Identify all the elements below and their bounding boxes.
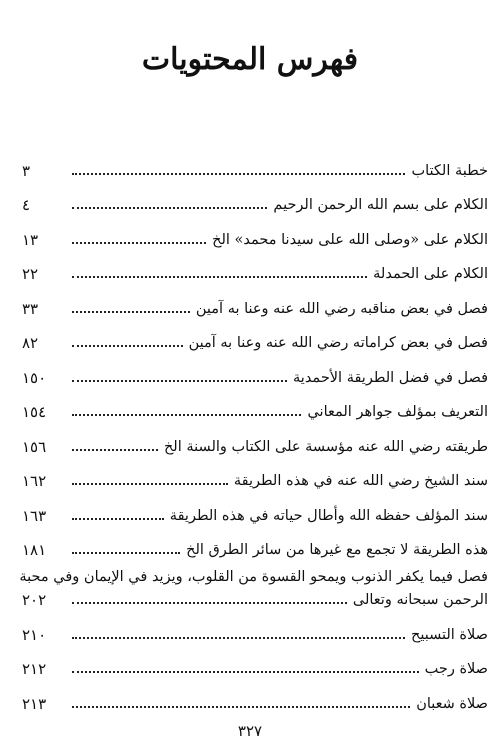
toc-leader-dots	[72, 482, 228, 485]
toc-leader-dots	[72, 551, 180, 554]
toc-entry	[22, 214, 488, 249]
toc-entry	[22, 456, 488, 491]
toc-leader-dots	[72, 172, 405, 175]
page-number: ٣٢٧	[237, 722, 263, 740]
toc-entry-title: الكلام على الحمدلة	[373, 266, 488, 282]
toc-entry-title: طريقته رضي الله عنه مؤسسة على الكتاب والسنة الخ	[163, 438, 488, 455]
toc-leader-dots	[72, 379, 287, 382]
toc-entry-page: ١٦٢	[22, 472, 47, 490]
toc-entry-title: صلاة شعبان	[416, 695, 488, 712]
toc-entry	[22, 525, 488, 560]
toc-leader-dots	[72, 636, 405, 639]
toc-entry-title-line2: الرحمن سبحانه وتعالى	[352, 592, 488, 608]
toc-entry	[22, 678, 488, 713]
toc-entry-title: فصل في بعض كراماته رضي الله عنه وعنا به آمين	[188, 335, 488, 351]
toc-leader-dots	[72, 517, 164, 520]
toc-entry	[22, 352, 488, 387]
toc-entry-title: فصل في بعض مناقبه رضي الله عنه وعنا به آمين	[195, 300, 488, 317]
toc-entry	[22, 180, 488, 215]
toc-entry-page: ٣	[22, 161, 31, 180]
toc-entry-page: ٢٠٢	[22, 591, 47, 609]
toc-entry-page: ١٥٤	[22, 403, 47, 421]
toc-entry-title: خطبة الكتاب	[411, 162, 488, 179]
toc-entry-page: ٤	[22, 196, 31, 214]
toc-entry	[22, 318, 488, 353]
toc-leader-dots	[72, 206, 267, 209]
toc-leader-dots	[72, 413, 301, 416]
toc-entry-title: الكلام على بسم الله الرحمن الرحيم	[273, 197, 488, 213]
toc-leader-dots	[72, 241, 206, 244]
toc-entry-title: الكلام على «وصلى الله على سيدنا محمد» الخ	[212, 231, 488, 248]
toc-leader-dots	[72, 275, 367, 278]
toc-leader-dots	[72, 705, 410, 708]
toc-entry-page: ١٥٠	[22, 368, 47, 387]
toc-entry-page: ١٨١	[22, 541, 47, 559]
toc-entry-title: سند الشيخ رضي الله عنه في هذه الطريقة	[233, 473, 488, 489]
toc-entry-multiline	[19, 559, 488, 609]
toc-entry	[22, 145, 488, 180]
toc-entry-line2-row	[22, 587, 488, 609]
toc-entry-page: ١٥٦	[22, 437, 47, 456]
toc-entry-page: ٨٢	[22, 334, 39, 352]
toc-entry-page: ٢١٠	[22, 625, 47, 644]
toc-entry	[22, 490, 488, 525]
toc-entry-title: صلاة رجب	[424, 661, 488, 677]
toc-entry-title: فصل في فضل الطريقة الأحمدية	[293, 369, 488, 386]
toc-entry	[22, 644, 488, 679]
toc-entry-page: ٣٣	[22, 299, 39, 318]
toc-entry	[22, 249, 488, 284]
toc-entry	[22, 283, 488, 318]
toc-entry	[22, 609, 488, 644]
toc-entry-title: صلاة التسبيح	[410, 626, 488, 643]
toc-entry-title: سند المؤلف حفظه الله وأطال حياته في هذه الطريقة	[169, 507, 488, 524]
toc-entry-title: هذه الطريقة لا تجمع مع غيرها من سائر الطرق الخ	[186, 542, 488, 558]
toc-entry-title-line1: فصل فيما يكفر الذنوب ويمحو القسوة من القلوب، ويزيد في الإيمان وفي محبة	[19, 569, 488, 585]
toc-leader-dots	[72, 670, 419, 673]
toc-entry-page: ١٣	[22, 230, 39, 249]
toc-leader-dots	[72, 448, 158, 451]
toc-leader-dots	[72, 601, 347, 604]
toc-leader-dots	[72, 344, 183, 347]
toc-entry-page: ٢١٢	[22, 660, 47, 678]
toc-entry-page: ١٦٣	[22, 506, 47, 525]
toc-entry	[22, 387, 488, 422]
toc-entry	[22, 421, 488, 456]
toc-entry-page: ٢١٣	[22, 694, 47, 713]
toc-entry-title: التعريف بمؤلف جواهر المعاني	[307, 404, 488, 420]
toc-leader-dots	[72, 310, 190, 313]
page-title: فهرس المحتويات	[141, 42, 359, 77]
toc-entry-page: ٢٢	[22, 265, 39, 283]
table-of-contents	[19, 145, 488, 713]
